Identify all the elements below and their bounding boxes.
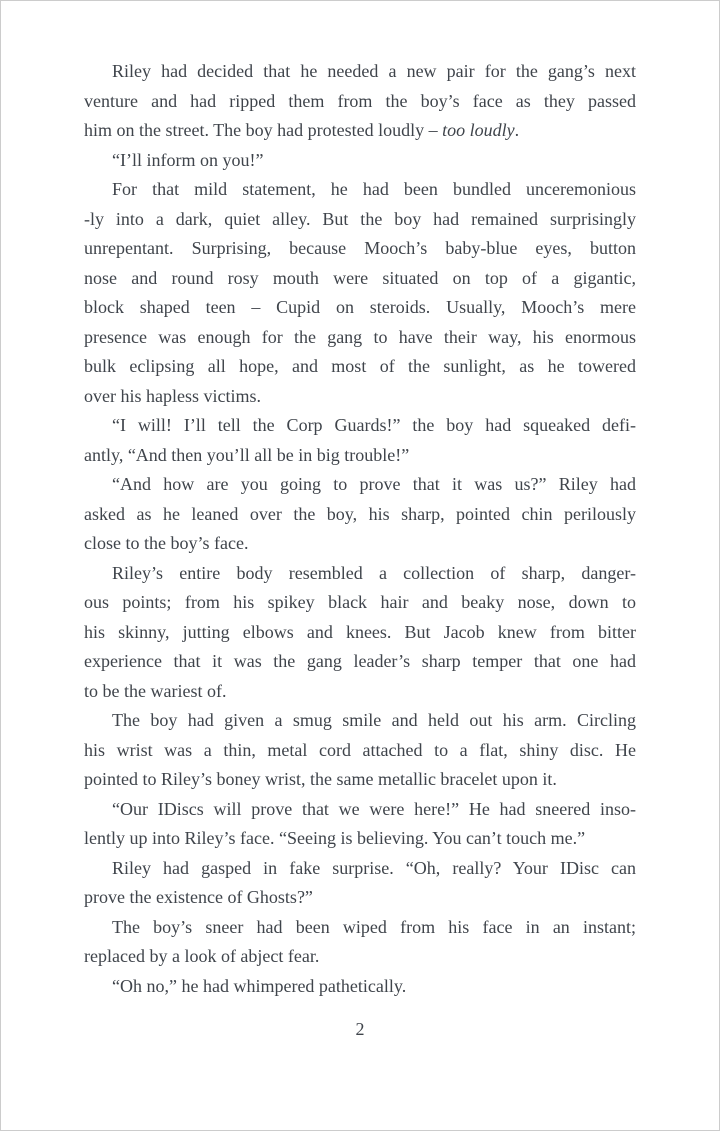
paragraph <box>84 175 636 411</box>
text-line: “I will! I’ll tell the Corp Guards!” the boy had squeaked defi- <box>112 415 636 435</box>
text-line: prove the existence of Ghosts?” <box>84 887 313 907</box>
text-line: antly, “And then you’ll all be in big trouble!” <box>84 444 410 465</box>
paragraph <box>84 146 636 176</box>
text-line: experience that it was the gang leader’s sharp temper that one had <box>84 651 636 671</box>
text-line: Riley had gasped in fake surprise. “Oh, really? Your IDisc can <box>112 857 636 878</box>
paragraph <box>84 470 636 559</box>
text-line: presence was enough for the gang to have their way, his enormous <box>84 326 636 347</box>
text-line: asked as he leaned over the boy, his sharp, pointed chin perilously <box>84 503 636 524</box>
paragraph <box>84 913 636 972</box>
text-line: The boy had given a smug smile and held out his arm. Circling <box>112 710 636 730</box>
text-line: For that mild statement, he had been bundled unceremonious <box>112 179 636 199</box>
text-line: Riley had decided that he needed a new pair for the gang’s next <box>112 61 636 81</box>
text-line: to be the wariest of. <box>84 680 227 701</box>
text-line: lently up into Riley’s face. “Seeing is believing. You can’t touch me.” <box>84 828 586 848</box>
paragraph <box>84 411 636 470</box>
text-line: “Oh no,” he had whimpered pathetically. <box>112 975 407 996</box>
paragraph <box>84 706 636 795</box>
text-line: bulk eclipsing all hope, and most of the sunlight, as he towered <box>84 356 636 376</box>
text-line: “I’ll inform on you!” <box>112 149 264 170</box>
paragraph <box>84 972 636 1002</box>
text-line: “Our IDiscs will prove that we were here!” He had sneered inso- <box>112 798 636 819</box>
text-line: “And how are you going to prove that it was us?” Riley had <box>112 474 636 494</box>
paragraph <box>84 559 636 707</box>
paragraph <box>84 854 636 913</box>
text-block <box>84 1 636 1001</box>
text-line: him on the street. The boy had protested loudly – too loudly. <box>84 120 520 140</box>
text-line: replaced by a look of abject fear. <box>84 946 320 966</box>
italic-text: too loudly <box>442 120 515 140</box>
paragraph <box>84 795 636 854</box>
text-line: The boy’s sneer had been wiped from his face in an instant; <box>112 916 636 937</box>
text-line: unrepentant. Surprising, because Mooch’s baby-blue eyes, button <box>84 238 636 258</box>
text-line: -ly into a dark, quiet alley. But the boy had remained surprisingly <box>84 208 636 229</box>
text-line: block shaped teen – Cupid on steroids. Usually, Mooch’s mere <box>84 297 636 317</box>
text-line: nose and round rosy mouth were situated on top of a gigantic, <box>84 267 636 288</box>
text-line: his skinny, jutting elbows and knees. But Jacob knew from bitter <box>84 621 636 642</box>
text-line: close to the boy’s face. <box>84 533 249 553</box>
text-line: over his hapless victims. <box>84 385 261 406</box>
text-line: his wrist was a thin, metal cord attached to a flat, shiny disc. He <box>84 739 636 760</box>
text-line: venture and had ripped them from the boy’s face as they passed <box>84 90 636 111</box>
text-line: pointed to Riley’s boney wrist, the same metallic bracelet upon it. <box>84 769 557 789</box>
text-line: Riley’s entire body resembled a collection of sharp, danger- <box>112 562 636 583</box>
paragraph <box>84 57 636 146</box>
text-line: ous points; from his spikey black hair and beaky nose, down to <box>84 592 636 612</box>
page-number: 2 <box>355 1019 365 1039</box>
